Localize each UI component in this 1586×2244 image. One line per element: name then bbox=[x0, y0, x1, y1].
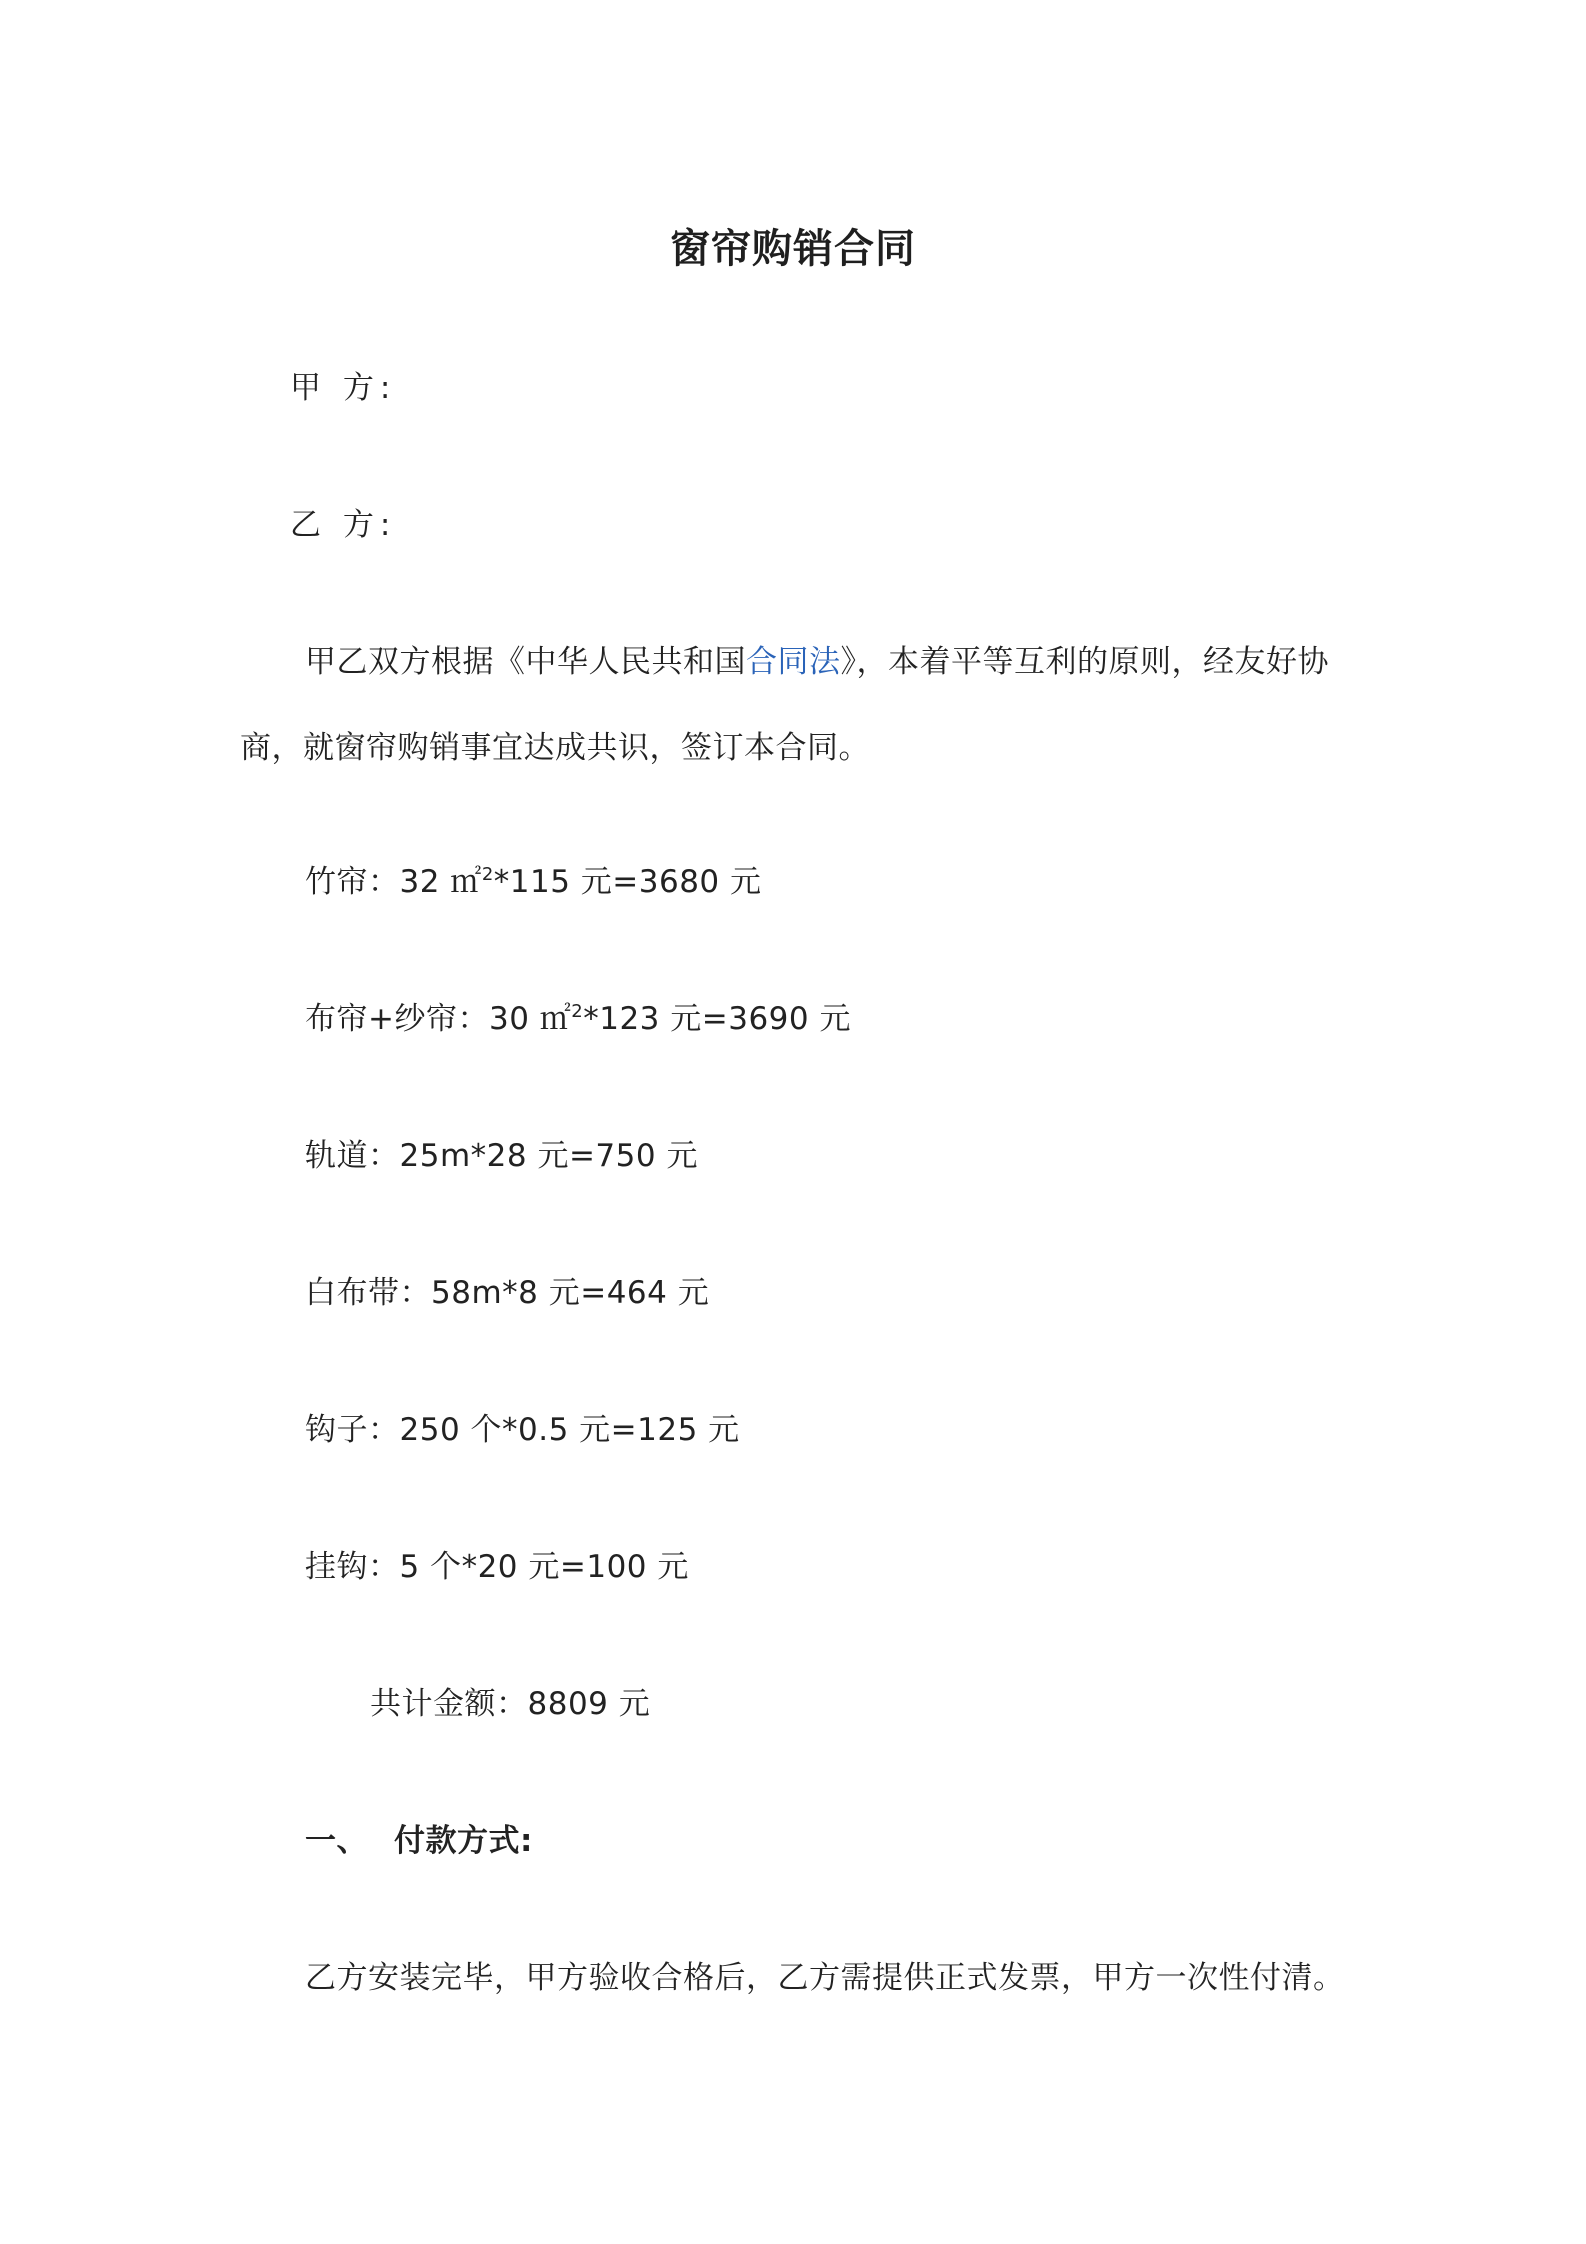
intro-text-before-link: 甲乙双方根据《中华人民共和国 bbox=[305, 644, 746, 680]
total-amount: 共计金额：8809 元 bbox=[370, 1686, 651, 1722]
party-b-label: 乙 方: bbox=[290, 507, 397, 543]
item-hooks: 钩子：250 个*0.5 元=125 元 bbox=[305, 1412, 740, 1448]
item-cloth-gauze-curtain: 布帘+纱帘：30 ㎡$^2$*123 元=3690 元 bbox=[305, 1001, 851, 1037]
section-1-number: 一、 bbox=[305, 1823, 368, 1859]
item-track: 轨道：25m*28 元=750 元 bbox=[305, 1138, 698, 1174]
section-1-heading bbox=[305, 1821, 533, 1861]
section-1-title: 付款方式: bbox=[394, 1823, 533, 1859]
intro-paragraph-line-1 bbox=[305, 642, 1329, 682]
intro-text-after-link: 》，本着平等互利的原则，经友好协 bbox=[840, 644, 1329, 680]
payment-method-text: 乙方安装完毕，甲方验收合格后，乙方需提供正式发票，甲方一次性付清。 bbox=[305, 1960, 1345, 1996]
intro-paragraph-line-2: 商，就窗帘购销事宜达成共识，签订本合同。 bbox=[240, 730, 870, 766]
item-white-cloth-tape: 白布带：58m*8 元=464 元 bbox=[305, 1275, 710, 1311]
item-hangers: 挂钩：5 个*20 元=100 元 bbox=[305, 1549, 689, 1585]
party-a-label: 甲 方: bbox=[290, 370, 397, 406]
contract-law-link[interactable]: 合同法 bbox=[746, 644, 841, 680]
item-bamboo-curtain: 竹帘：32 ㎡$^2$*115 元=3680 元 bbox=[305, 864, 762, 900]
document-title: 窗帘购销合同 bbox=[670, 226, 916, 272]
